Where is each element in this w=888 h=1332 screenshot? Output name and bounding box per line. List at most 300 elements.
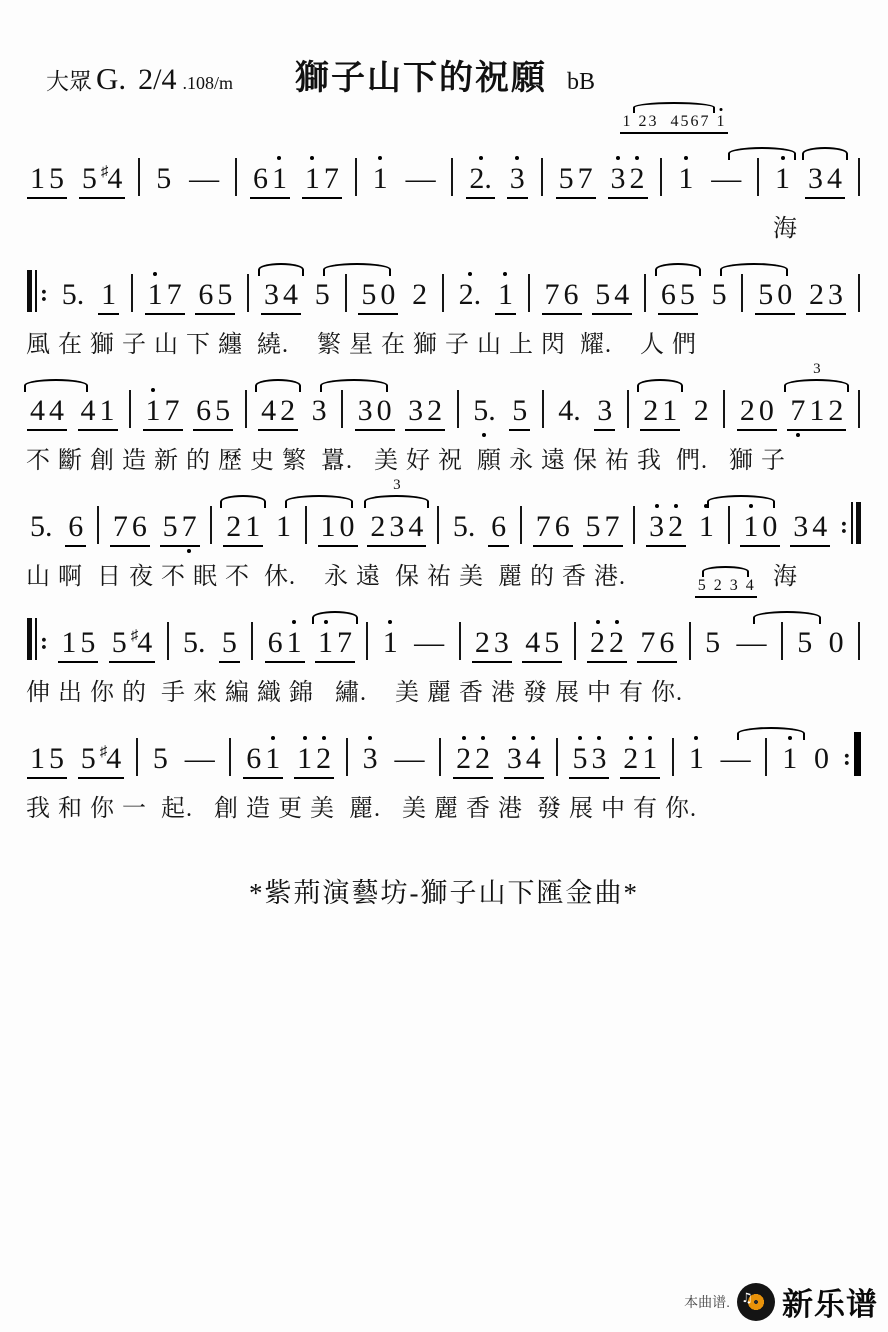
note-value: 2 [474, 625, 490, 659]
note-value: 4 [107, 161, 123, 195]
grace-space [659, 113, 663, 131]
note-value: 4 [30, 393, 45, 427]
note-group [790, 511, 830, 548]
music-note [323, 163, 340, 195]
note-group [734, 627, 770, 664]
note-value: 2 [370, 509, 386, 543]
note-group [594, 395, 615, 432]
music-note [67, 511, 84, 543]
music-note [693, 395, 710, 427]
note-value: 5 [758, 277, 774, 311]
note-group [509, 395, 530, 432]
note-value: 4 [261, 393, 277, 427]
barline [660, 158, 662, 196]
barline [689, 622, 691, 660]
slur-arc [753, 611, 821, 624]
note-value: 1 [145, 393, 161, 427]
music-note [320, 511, 337, 543]
note-group [380, 627, 401, 664]
music-note [711, 279, 728, 311]
barline [210, 506, 212, 544]
music-note [452, 511, 477, 543]
music-note [585, 511, 602, 543]
music-note [184, 743, 216, 775]
music-note [60, 627, 77, 659]
barline [728, 506, 730, 544]
note-value: 7 [337, 625, 352, 659]
tuplet-number: 3 [390, 478, 404, 493]
barline [741, 274, 743, 312]
music-note [264, 743, 281, 775]
music-note [315, 743, 332, 775]
note-group [640, 395, 680, 432]
note-value: 1 [101, 277, 117, 311]
slur-arc [24, 379, 88, 392]
note-value: 2 [226, 509, 242, 543]
note-value: 5 [80, 625, 96, 659]
music-note [282, 279, 299, 311]
music-note [509, 163, 526, 195]
note-value: 2 [643, 393, 659, 427]
barline [136, 738, 138, 776]
score-meta [46, 61, 233, 97]
note-group [405, 395, 445, 432]
time-signature: 2/4 [138, 63, 177, 96]
barline [541, 158, 543, 196]
barline [247, 274, 249, 312]
barline [341, 390, 343, 428]
note-group [592, 279, 632, 316]
music-note [376, 395, 393, 427]
music-note [739, 395, 756, 427]
barline [757, 158, 759, 196]
note-value: 2 [739, 393, 755, 427]
grace-space [711, 113, 715, 131]
note-value: 3 [362, 741, 378, 775]
barline [858, 274, 860, 312]
note-value: 1 [678, 161, 694, 195]
slur-arc [285, 495, 353, 508]
note-value: 1 [782, 741, 798, 775]
note-value: 2 [808, 277, 824, 311]
note-group [805, 163, 845, 200]
note-group [696, 511, 717, 548]
note-value: 6 [252, 161, 268, 195]
note-value: 5. [473, 393, 496, 427]
thick-bar [854, 732, 861, 776]
note-value: 0 [828, 625, 844, 659]
music-note [524, 627, 541, 659]
note-value: 2 [590, 625, 605, 659]
note-value: 0 [376, 393, 392, 427]
note-value: 3 [610, 161, 626, 195]
note-value: 7 [577, 161, 593, 195]
repeat-dots: : [40, 629, 48, 655]
tempo-marking: .108/m [182, 73, 233, 93]
music-note [596, 395, 613, 427]
music-note [357, 395, 374, 427]
note-value: — [405, 161, 436, 195]
music-note [506, 743, 523, 775]
note-value: 5 [595, 277, 611, 311]
music-note [369, 511, 386, 543]
music-note [407, 395, 424, 427]
note-value: 3 [509, 161, 525, 195]
note-group [794, 627, 815, 664]
music-line-3 [26, 360, 862, 475]
music-note [81, 163, 98, 195]
lyrics-text: 不 斷 創 造 新 的 歷 史 繁 囂. 美 好 祝 願 永 遠 保 祐 我 們. 獅 子 [26, 448, 786, 474]
note-value: 6 [491, 509, 507, 543]
music-line-2 [26, 259, 862, 359]
music-note [698, 511, 715, 543]
note-value: 3 [827, 277, 843, 311]
note-value: 7 [166, 277, 182, 311]
grace-note: 3 [729, 577, 738, 594]
music-note [472, 395, 497, 427]
music-note [260, 395, 277, 427]
note-group [27, 395, 67, 432]
score-header [0, 0, 888, 99]
music-note [407, 511, 424, 543]
note-value: 4 [812, 509, 828, 543]
note-value: 2 [427, 393, 443, 427]
note-group [109, 627, 156, 664]
note-value: 7 [535, 509, 551, 543]
barline [366, 622, 368, 660]
note-value: 2 [456, 741, 472, 775]
note-group [78, 395, 118, 432]
music-note [774, 163, 791, 195]
note-group [772, 163, 793, 200]
music-note [544, 279, 561, 311]
note-group [826, 627, 847, 664]
sharp-icon: ♯ [100, 163, 109, 180]
lyrics-text-right: 海 [773, 564, 798, 590]
music-note [776, 279, 793, 311]
final-barline [843, 732, 861, 779]
note-value: 5 [215, 393, 231, 427]
music-note [577, 163, 594, 195]
barline [439, 738, 441, 776]
note-value: 2 [693, 393, 709, 427]
music-note [195, 395, 212, 427]
note-value: 4 [408, 509, 424, 543]
barline [574, 622, 576, 660]
music-note [61, 279, 86, 311]
note-value: 1 [743, 509, 759, 543]
music-note [145, 395, 162, 427]
note-group [150, 743, 171, 780]
note-value: — [736, 625, 767, 659]
thick-bar [27, 270, 32, 312]
grace-note: 2 [713, 577, 722, 594]
music-note [610, 163, 627, 195]
barline [235, 158, 237, 196]
note-group [620, 743, 660, 780]
barline [556, 738, 558, 776]
note-value: 5 [705, 625, 721, 659]
sharp-icon: ♯ [130, 627, 139, 644]
music-note [314, 279, 331, 311]
note-group [403, 163, 439, 200]
music-note [554, 511, 571, 543]
note-group [358, 279, 398, 316]
barline [167, 622, 169, 660]
barline [672, 738, 674, 776]
music-note [639, 627, 656, 659]
note-value: 5 [162, 509, 178, 543]
music-note [781, 743, 798, 775]
repeat-dots: : [40, 281, 48, 307]
note-value: 1 [147, 277, 163, 311]
music-note [826, 163, 843, 195]
slur-arc [220, 495, 266, 508]
slur-arc [784, 360, 849, 392]
note-group [709, 279, 730, 316]
slur-arc [702, 566, 749, 577]
note-group [646, 511, 686, 548]
note-value: 7 [164, 393, 180, 427]
music-note [808, 279, 825, 311]
notation-row [26, 360, 862, 431]
note-group [391, 743, 427, 780]
brand-logo [684, 1279, 878, 1324]
note-value: 3 [263, 277, 279, 311]
notation-row [26, 259, 862, 315]
note-group [186, 163, 222, 200]
note-group [542, 279, 582, 316]
lyrics-text-right: 海 [773, 216, 798, 242]
note-group [708, 163, 744, 200]
note-value: — [184, 741, 215, 775]
music-note [311, 395, 328, 427]
music-note [811, 511, 828, 543]
note-value: 6 [68, 509, 84, 543]
barline [251, 622, 253, 660]
score-body [0, 99, 888, 823]
note-value: 0 [380, 277, 396, 311]
music-note [147, 279, 164, 311]
barline [858, 622, 860, 660]
note-value: — [189, 161, 220, 195]
music-note [362, 743, 379, 775]
slur-arc [802, 147, 848, 160]
note-value: 5 [81, 161, 97, 195]
footer-credit: *紫荊演藝坊-獅子山下匯金曲* [249, 878, 639, 908]
music-note [807, 163, 824, 195]
music-note [162, 511, 179, 543]
music-note [336, 627, 353, 659]
music-note [48, 395, 65, 427]
music-note [29, 511, 54, 543]
note-value: 5 [80, 741, 96, 775]
barline [355, 158, 357, 196]
note-group [806, 279, 846, 316]
note-value: 6 [660, 277, 676, 311]
slur-arc [323, 263, 391, 276]
slur-arc [637, 379, 683, 392]
slur-arc [720, 263, 788, 276]
note-group [811, 743, 832, 780]
note-group [504, 743, 544, 780]
music-note [474, 743, 491, 775]
lyrics-text: 我 和 你 一 起. 創 造 更 美 麗. 美 麗 香 港 發 展 中 有 你. [26, 796, 697, 822]
music-note [827, 395, 844, 427]
music-line-6 [26, 723, 862, 823]
music-note [405, 163, 437, 195]
music-note [225, 511, 242, 543]
note-group [145, 279, 185, 316]
music-note [296, 743, 313, 775]
barline [723, 390, 725, 428]
music-note [667, 511, 684, 543]
note-value: 7 [181, 509, 197, 543]
music-note [758, 395, 775, 427]
grace-note: 2 [638, 113, 647, 130]
music-note-icon: ♫ [741, 1290, 753, 1306]
lyrics-line [26, 440, 862, 475]
note-value: — [720, 741, 751, 775]
thin-bar [851, 502, 853, 544]
music-note [263, 279, 280, 311]
lyrics-text: 伸 出 你 的 手 來 編 織 錦 繡. 美 麗 香 港 發 展 中 有 你. [26, 680, 683, 706]
barline [245, 390, 247, 428]
note-value: 4 [80, 393, 96, 427]
note-group [143, 395, 183, 432]
music-note [641, 743, 658, 775]
note-value: 7 [323, 161, 339, 195]
music-note [80, 743, 97, 775]
music-note [490, 511, 507, 543]
music-note [455, 743, 472, 775]
music-note [796, 627, 813, 659]
music-note [493, 627, 510, 659]
barline [442, 274, 444, 312]
music-note [48, 163, 65, 195]
note-group [195, 279, 235, 316]
note-value: 1 [320, 509, 336, 543]
grace-space [633, 113, 637, 131]
note-value: 5 [152, 741, 168, 775]
repeat-start-barline [27, 270, 48, 315]
grace-note: 1 [716, 113, 725, 130]
slur-arc [728, 147, 796, 160]
note-value: 1 [297, 741, 313, 775]
note-group [302, 163, 342, 200]
note-value: 2 [412, 277, 428, 311]
note-value: 1 [286, 625, 302, 659]
note-group [658, 279, 698, 316]
music-note [590, 743, 607, 775]
music-note [557, 395, 582, 427]
barline [229, 738, 231, 776]
note-value: 1 [304, 161, 320, 195]
note-group [258, 395, 298, 432]
note-value: 1 [809, 393, 825, 427]
note-value: 6 [196, 393, 212, 427]
music-note [622, 743, 639, 775]
note-group [318, 511, 358, 548]
music-note [688, 743, 705, 775]
barline [633, 506, 635, 544]
note-value: 5 [797, 625, 813, 659]
grace-note: 4 [670, 113, 679, 130]
note-value: 4 [49, 393, 64, 427]
grace-note: 3 [648, 113, 657, 130]
music-note [164, 395, 181, 427]
note-group [370, 163, 391, 200]
music-note [152, 743, 169, 775]
music-note [155, 163, 172, 195]
music-line-1 [26, 113, 862, 243]
note-value: 1 [30, 741, 45, 775]
note-value: 2 [629, 161, 645, 195]
note-value: 2 [475, 741, 491, 775]
music-note [29, 395, 46, 427]
notation-row [26, 143, 862, 199]
slur-arc [633, 102, 715, 113]
repeat-dots: : [839, 513, 848, 539]
lyrics-line [26, 324, 862, 359]
note-value: 4 [826, 161, 842, 195]
repeat-end-barline [840, 502, 861, 547]
music-note [214, 395, 231, 427]
music-note [48, 743, 65, 775]
music-note [304, 163, 321, 195]
music-note [736, 627, 768, 659]
music-note [221, 627, 238, 659]
note-value: 1 [99, 393, 115, 427]
music-note [660, 279, 677, 311]
music-note [648, 511, 665, 543]
note-value: 1 [271, 161, 287, 195]
barline [437, 506, 439, 544]
music-note [317, 627, 334, 659]
grace-notes [620, 113, 728, 134]
music-note [613, 279, 630, 311]
note-group [522, 627, 562, 664]
note-group [495, 279, 516, 316]
music-note [166, 279, 183, 311]
note-group [250, 163, 290, 200]
music-note [808, 395, 825, 427]
sharp-icon: ♯ [99, 743, 108, 760]
music-note [181, 511, 198, 543]
grace-note: 1 [622, 113, 631, 130]
note-value: 1 [318, 625, 333, 659]
music-note [642, 395, 659, 427]
vinyl-record-icon [737, 1283, 775, 1321]
note-group [718, 743, 754, 780]
note-value: 4 [614, 277, 630, 311]
grace-notes [695, 577, 757, 598]
note-value: 3 [389, 509, 405, 543]
grace-space [708, 577, 712, 595]
note-group [27, 163, 67, 200]
note-group [637, 627, 677, 664]
music-note [267, 627, 284, 659]
note-group [507, 163, 528, 200]
note-group [160, 511, 200, 548]
note-value: 5 [156, 161, 172, 195]
note-value: 3 [597, 393, 613, 427]
note-value: 7 [544, 277, 560, 311]
note-group [472, 627, 512, 664]
music-note [112, 511, 129, 543]
note-group [110, 511, 150, 548]
barline [858, 158, 860, 196]
